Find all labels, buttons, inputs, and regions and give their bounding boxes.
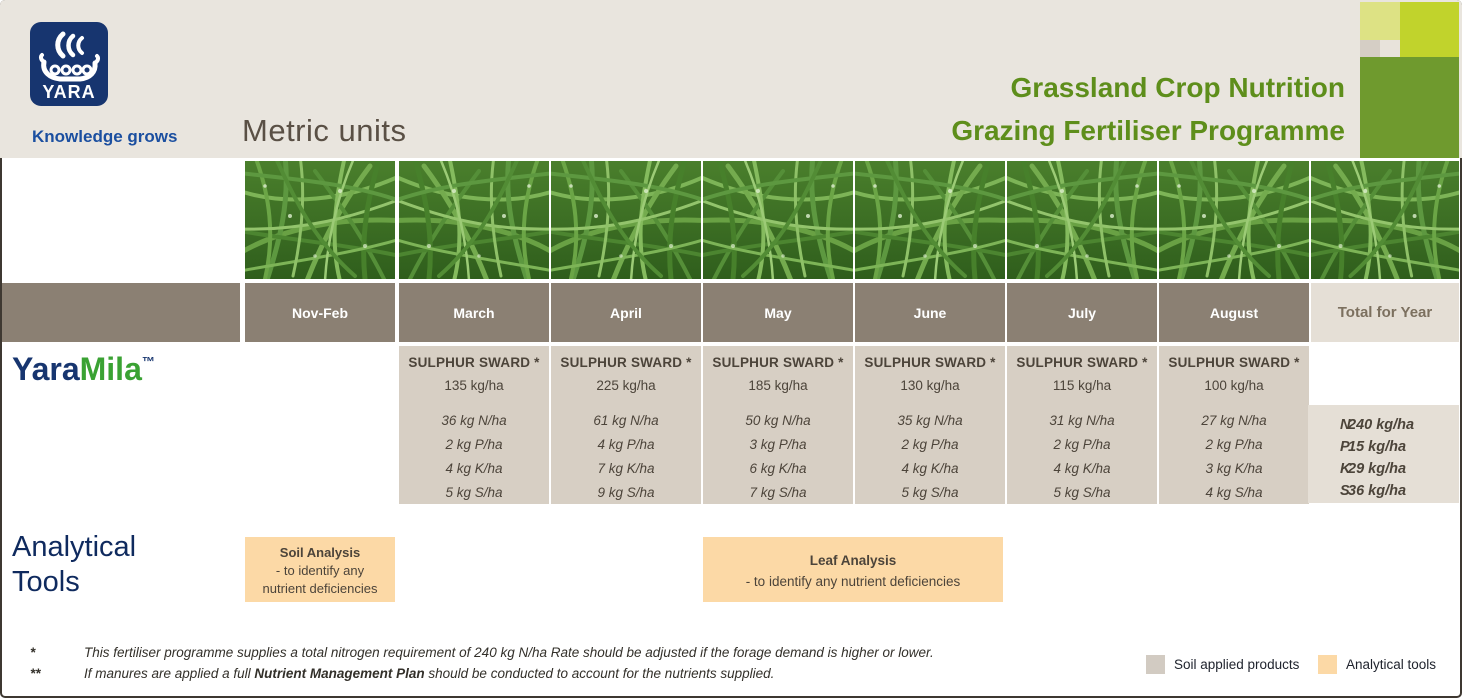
grass-photo <box>855 161 1005 279</box>
application-rate: 100 kg/ha <box>1204 378 1264 393</box>
nutrient-n: 35 kg N/ha <box>897 413 963 428</box>
application-rate: 130 kg/ha <box>900 378 960 393</box>
grass-photo <box>551 161 701 279</box>
total-value: 36 kg/ha <box>1348 483 1407 499</box>
brand-tagline: Knowledge grows <box>32 127 178 146</box>
nutrient-s: 7 kg S/ha <box>749 485 807 500</box>
legend-analytical-tools <box>1318 653 1436 675</box>
nutrient-breakdown <box>551 409 701 505</box>
month-header-may: May <box>703 283 853 342</box>
total-row-n <box>1308 414 1459 436</box>
page-title-line2: Grazing Fertiliser Programme <box>951 115 1345 146</box>
product-cell-july <box>1007 346 1157 504</box>
grass-photo <box>245 161 395 279</box>
nutrient-k: 6 kg K/ha <box>749 461 807 476</box>
grass-photo <box>1311 161 1459 279</box>
total-element: K <box>1340 461 1351 477</box>
total-row-s <box>1308 480 1459 502</box>
total-for-year-header: Total for Year <box>1311 283 1459 342</box>
nutrient-n: 50 kg N/ha <box>745 413 811 428</box>
month-header-nov-feb: Nov-Feb <box>245 283 395 342</box>
nutrient-s: 5 kg S/ha <box>445 485 503 500</box>
yaramila-logo-yara: Yara <box>12 351 80 387</box>
soil-products-swatch <box>1146 655 1165 674</box>
product-name: SULPHUR SWARD * <box>408 355 540 370</box>
footnote-text: This fertiliser programme supplies a total nitrogen requirement of 240 kg N/ha Rate should be adjusted if the forage demand is higher or lower. <box>84 645 934 660</box>
soil-analysis-desc-line1: - to identify any <box>275 563 365 578</box>
soil-analysis-box <box>245 537 395 602</box>
trademark-symbol: ™ <box>141 354 155 369</box>
analytical-tools-swatch <box>1318 655 1337 674</box>
nutrient-s: 4 kg S/ha <box>1205 485 1263 500</box>
total-row-p <box>1308 436 1459 458</box>
legend-label: Analytical tools <box>1346 656 1437 672</box>
yaramila-row-label <box>12 351 155 388</box>
leaf-analysis-box <box>703 537 1003 602</box>
product-cell-may <box>703 346 853 504</box>
grass-photo <box>1007 161 1157 279</box>
nutrient-breakdown <box>855 409 1005 505</box>
nutrient-breakdown <box>1007 409 1157 505</box>
nutrient-p: 2 kg P/ha <box>901 437 959 452</box>
corner-block-light-yellow <box>1360 2 1400 40</box>
soil-analysis-title: Soil Analysis <box>279 545 361 560</box>
product-cell-august <box>1159 346 1309 504</box>
yara-logo-icon <box>30 22 108 106</box>
units-label: Metric units <box>242 113 407 148</box>
total-element: S <box>1340 483 1350 499</box>
nutrient-breakdown <box>703 409 853 505</box>
total-element: N <box>1340 417 1351 433</box>
total-value: 29 kg/ha <box>1348 461 1407 477</box>
corner-block-olive <box>1360 57 1459 158</box>
nutrient-p: 2 kg P/ha <box>1205 437 1263 452</box>
footnote-marker: ** <box>30 666 41 681</box>
legend-soil-applied-products <box>1146 653 1299 675</box>
nutrient-p: 2 kg P/ha <box>445 437 503 452</box>
page-title-line1: Grassland Crop Nutrition <box>1010 72 1345 103</box>
analytical-label-line1: Analytical <box>12 531 137 563</box>
footnote-marker: * <box>30 645 36 660</box>
nutrient-breakdown <box>1159 409 1309 505</box>
total-element: P <box>1340 439 1350 455</box>
total-value: 15 kg/ha <box>1348 439 1407 455</box>
leaf-analysis-desc: - to identify any nutrient deficiencies <box>745 574 961 589</box>
application-rate: 185 kg/ha <box>748 378 808 393</box>
corner-block-yellow-green <box>1400 2 1459 57</box>
nutrient-k: 7 kg K/ha <box>597 461 655 476</box>
month-header-august: August <box>1159 283 1309 342</box>
footnote-text: should be conducted to account for the nutrients supplied. <box>424 666 775 681</box>
analytical-tools-row-label <box>12 530 136 600</box>
grass-photo <box>703 161 853 279</box>
nutrient-p: 3 kg P/ha <box>749 437 807 452</box>
leaf-analysis-title: Leaf Analysis <box>809 553 897 568</box>
footnote-nitrogen <box>30 645 934 660</box>
nutrient-k: 4 kg K/ha <box>1053 461 1111 476</box>
grass-photo <box>399 161 549 279</box>
footnote-text: If manures are applied a full <box>84 666 255 681</box>
month-header-blank-cell <box>2 283 240 342</box>
svg-text:YARA: YARA <box>42 82 96 102</box>
nutrient-n: 31 kg N/ha <box>1049 413 1115 428</box>
annual-totals-panel <box>1308 405 1459 503</box>
footnote-manures <box>30 666 774 681</box>
nutrient-s: 5 kg S/ha <box>901 485 959 500</box>
soil-analysis-desc-line2: nutrient deficiencies <box>262 581 378 596</box>
application-rate: 225 kg/ha <box>596 378 656 393</box>
nutrient-n: 61 kg N/ha <box>593 413 659 428</box>
product-name: SULPHUR SWARD * <box>1168 355 1300 370</box>
product-cell-april <box>551 346 701 504</box>
nutrient-s: 9 kg S/ha <box>597 485 655 500</box>
corner-block-beige <box>1360 40 1380 57</box>
product-name: SULPHUR SWARD * <box>560 355 692 370</box>
month-header-june: June <box>855 283 1005 342</box>
product-name: SULPHUR SWARD * <box>712 355 844 370</box>
nutrient-k: 3 kg K/ha <box>1205 461 1263 476</box>
nutrient-k: 4 kg K/ha <box>901 461 959 476</box>
legend-label: Soil applied products <box>1174 656 1300 672</box>
product-name: SULPHUR SWARD * <box>864 355 996 370</box>
product-name: SULPHUR SWARD * <box>1016 355 1148 370</box>
nutrient-k: 4 kg K/ha <box>445 461 503 476</box>
nutrient-s: 5 kg S/ha <box>1053 485 1111 500</box>
corner-block-beige-light <box>1380 40 1400 57</box>
product-cell-march <box>399 346 549 504</box>
yaramila-logo-mila: Mila <box>79 351 142 387</box>
nutrient-n: 27 kg N/ha <box>1201 413 1267 428</box>
total-row-k <box>1308 458 1459 480</box>
application-rate: 115 kg/ha <box>1052 378 1112 393</box>
total-value: 240 kg/ha <box>1348 417 1415 433</box>
month-header-july: July <box>1007 283 1157 342</box>
nutrient-p: 4 kg P/ha <box>597 437 655 452</box>
footnote-bold-text: Nutrient Management Plan <box>254 666 425 681</box>
nutrient-p: 2 kg P/ha <box>1053 437 1111 452</box>
product-cell-june <box>855 346 1005 504</box>
nutrient-n: 36 kg N/ha <box>441 413 507 428</box>
month-header-april: April <box>551 283 701 342</box>
grass-photo <box>1159 161 1309 279</box>
application-rate: 135 kg/ha <box>444 378 504 393</box>
month-header-march: March <box>399 283 549 342</box>
analytical-label-line2: Tools <box>12 566 80 598</box>
nutrient-breakdown <box>399 409 549 505</box>
